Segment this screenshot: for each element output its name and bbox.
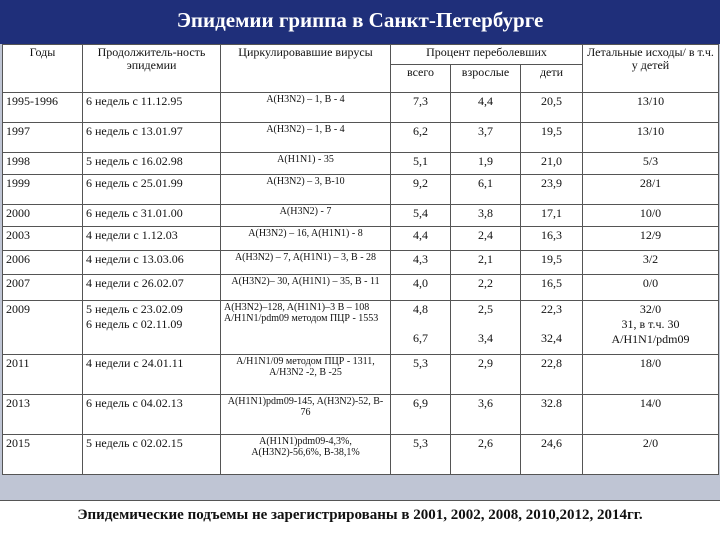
cell-deaths: 0/0 [583, 275, 719, 301]
cell-total: 6,9 [391, 395, 451, 435]
cell-deaths: 14/0 [583, 395, 719, 435]
cell-deaths: 13/10 [583, 123, 719, 153]
cell-deaths: 28/1 [583, 175, 719, 205]
cell-duration: 5 недель с 02.02.15 [83, 435, 221, 475]
cell-adults: 4,4 [451, 93, 521, 123]
cell-viruses: A(H1N1) - 35 [221, 153, 391, 175]
header-children: дети [521, 65, 583, 93]
cell-deaths: 12/9 [583, 227, 719, 251]
adults-first: 2,5 [478, 302, 493, 316]
cell-children: 24,6 [521, 435, 583, 475]
cell-viruses: A(H1N1)pdm09-4,3%, A(H3N2)-56,6%, B-38,1% [221, 435, 391, 475]
cell-year: 2011 [3, 355, 83, 395]
header-deaths: Летальные исходы/ в т.ч. у детей [583, 45, 719, 93]
cell-duration: 4 недели с 13.03.06 [83, 251, 221, 275]
cell-duration: 4 недели с 24.01.11 [83, 355, 221, 395]
cell-deaths: 13/10 [583, 93, 719, 123]
table-row [3, 93, 719, 123]
footnote: Эпидемические подъемы не зарегистрированы в 2001, 2002, 2008, 2010,2012, 2014гг. [77, 507, 643, 523]
cell-duration: 6 недель с 04.02.13 [83, 395, 221, 435]
cell-total: 5,3 [391, 435, 451, 475]
cell-total: 4,0 [391, 275, 451, 301]
adults-second: 3,4 [478, 331, 493, 345]
cell-total: 6,2 [391, 123, 451, 153]
header-adults: взрослые [451, 65, 521, 93]
deaths-first: 32/0 [639, 302, 662, 316]
cell-deaths: 2/0 [583, 435, 719, 475]
cell-viruses: A(H3N2) – 1, B - 4 [221, 123, 391, 153]
cell-adults: 2,2 [451, 275, 521, 301]
cell-adults [451, 301, 521, 355]
cell-adults: 3,6 [451, 395, 521, 435]
cell-duration: 4 недели с 26.02.07 [83, 275, 221, 301]
epidemics-table [2, 44, 719, 475]
cell-children: 20,5 [521, 93, 583, 123]
cell-viruses: A(H3N2) – 3, B-10 [221, 175, 391, 205]
header-viruses: Циркулировавшие вирусы [221, 45, 391, 93]
cell-year: 1999 [3, 175, 83, 205]
cell-adults: 1,9 [451, 153, 521, 175]
cell-children: 16,5 [521, 275, 583, 301]
cell-children: 21,0 [521, 153, 583, 175]
cell-duration: 6 недель с 11.12.95 [83, 93, 221, 123]
cell-year: 2003 [3, 227, 83, 251]
cell-deaths [583, 301, 719, 355]
cell-duration: 4 недели с 1.12.03 [83, 227, 221, 251]
cell-adults: 2,9 [451, 355, 521, 395]
total-first: 4,8 [413, 302, 428, 316]
cell-adults: 3,8 [451, 205, 521, 227]
cell-year: 2009 [3, 301, 83, 355]
cell-viruses: A/H1N1/09 методом ПЦР - 1311, A/H3N2 -2, B -25 [221, 355, 391, 395]
cell-children: 32.8 [521, 395, 583, 435]
table-row [3, 123, 719, 153]
cell-deaths: 10/0 [583, 205, 719, 227]
cell-year: 2013 [3, 395, 83, 435]
table-row [3, 355, 719, 395]
viruses-first: A(H3N2)–128, A(H1N1)–3 B – 108 [224, 302, 370, 313]
cell-total: 4,3 [391, 251, 451, 275]
cell-viruses: A(H3N2) – 1, B - 4 [221, 93, 391, 123]
children-second: 32,4 [541, 331, 562, 345]
cell-adults: 2,1 [451, 251, 521, 275]
cell-year: 1995-1996 [3, 93, 83, 123]
viruses-second: A/H1N1/pdm09 методом ПЦР - 1553 [224, 313, 379, 324]
cell-adults: 2,6 [451, 435, 521, 475]
table-row [3, 153, 719, 175]
cell-year: 2000 [3, 205, 83, 227]
cell-duration: 6 недель с 25.01.99 [83, 175, 221, 205]
table-row [3, 275, 719, 301]
cell-adults: 6,1 [451, 175, 521, 205]
cell-total: 9,2 [391, 175, 451, 205]
cell-children: 19,5 [521, 123, 583, 153]
cell-viruses: A(H3N2)– 30, A(H1N1) – 35, B - 11 [221, 275, 391, 301]
cell-year: 2015 [3, 435, 83, 475]
cell-children: 16,3 [521, 227, 583, 251]
cell-total [391, 301, 451, 355]
deaths-second: 31, в т.ч. 30 A/H1N1/pdm09 [611, 317, 690, 346]
cell-year: 2007 [3, 275, 83, 301]
duration-first: 5 недель с 23.02.09 [86, 302, 183, 316]
cell-duration: 6 недель с 13.01.97 [83, 123, 221, 153]
cell-total: 5,3 [391, 355, 451, 395]
cell-children: 22,8 [521, 355, 583, 395]
table-row [3, 205, 719, 227]
table-row [3, 251, 719, 275]
cell-viruses: A(H1N1)pdm09-145, A(H3N2)-52, B-76 [221, 395, 391, 435]
table-row [3, 175, 719, 205]
cell-duration [83, 301, 221, 355]
cell-total: 5,1 [391, 153, 451, 175]
page-title: Эпидемии гриппа в Санкт-Петербурге [176, 8, 544, 32]
cell-duration: 6 недель с 31.01.00 [83, 205, 221, 227]
children-first: 22,3 [541, 302, 562, 316]
cell-adults: 3,7 [451, 123, 521, 153]
table-row [3, 435, 719, 475]
header-total: всего [391, 65, 451, 93]
cell-deaths: 18/0 [583, 355, 719, 395]
cell-duration: 5 недель с 16.02.98 [83, 153, 221, 175]
table-row [3, 301, 719, 355]
cell-viruses [221, 301, 391, 355]
table-row [3, 227, 719, 251]
total-second: 6,7 [413, 331, 428, 345]
cell-total: 7,3 [391, 93, 451, 123]
cell-adults: 2,4 [451, 227, 521, 251]
header-percent-group: Процент переболевших [391, 45, 583, 65]
table-row [3, 395, 719, 435]
header-duration: Продолжитель-ность эпидемии [83, 45, 221, 93]
cell-children [521, 301, 583, 355]
cell-children: 17,1 [521, 205, 583, 227]
cell-year: 2006 [3, 251, 83, 275]
cell-year: 1997 [3, 123, 83, 153]
cell-viruses: A(H3N2) – 16, A(H1N1) - 8 [221, 227, 391, 251]
cell-viruses: A(H3N2) – 7, A(H1N1) – 3, B - 28 [221, 251, 391, 275]
cell-year: 1998 [3, 153, 83, 175]
cell-deaths: 5/3 [583, 153, 719, 175]
header-year: Годы [3, 45, 83, 93]
cell-deaths: 3/2 [583, 251, 719, 275]
cell-viruses: A(H3N2) - 7 [221, 205, 391, 227]
cell-total: 4,4 [391, 227, 451, 251]
cell-total: 5,4 [391, 205, 451, 227]
duration-second: 6 недель с 02.11.09 [86, 317, 183, 331]
cell-children: 19,5 [521, 251, 583, 275]
cell-children: 23,9 [521, 175, 583, 205]
